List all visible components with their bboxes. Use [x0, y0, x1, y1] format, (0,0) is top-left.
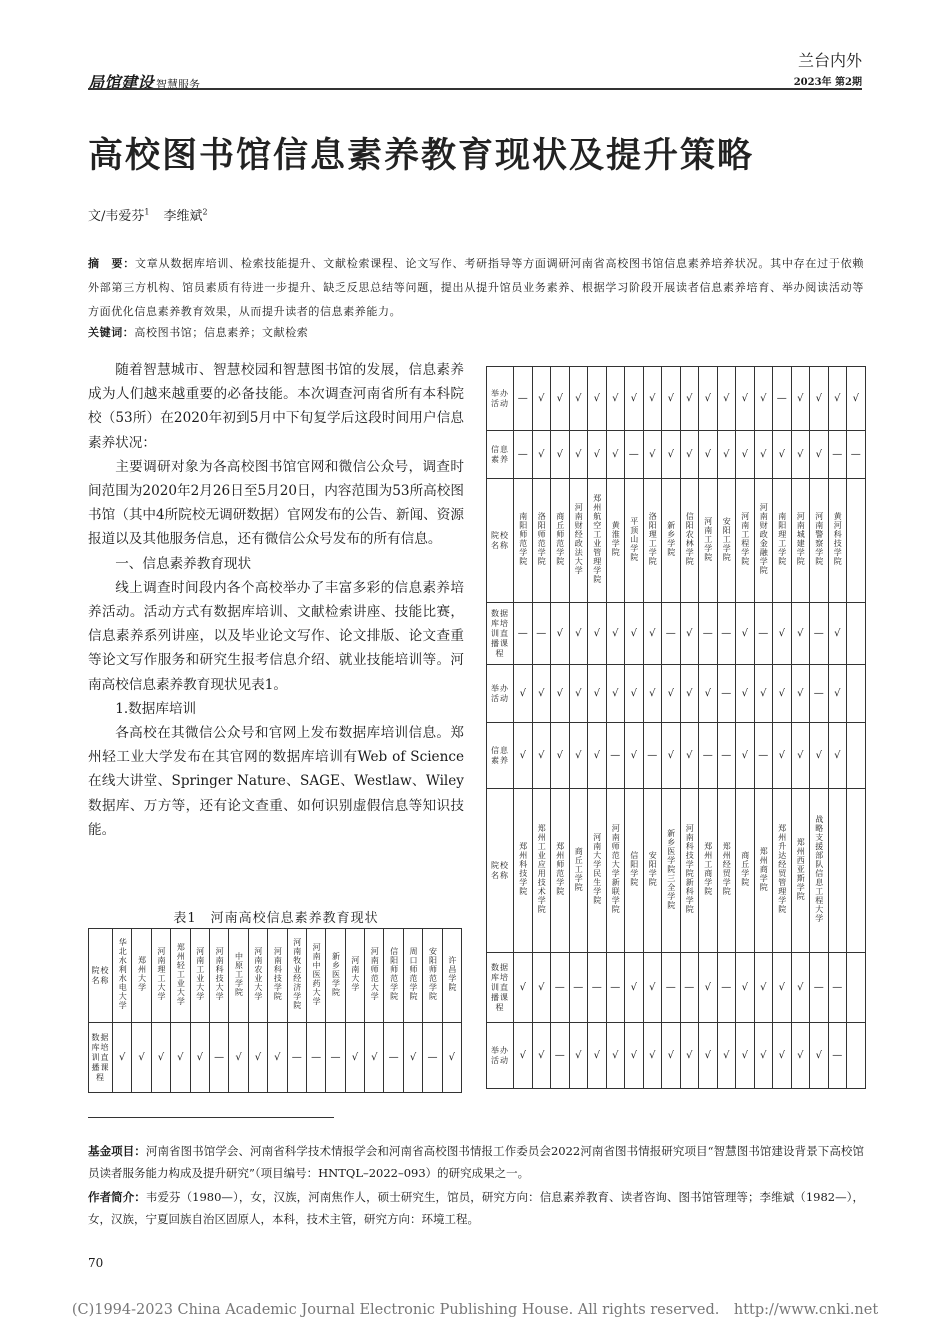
- mark-cell: √: [551, 603, 570, 665]
- school-name-cell: 新乡医学院: [326, 929, 345, 1023]
- mark-cell: √: [736, 953, 755, 1023]
- author-1: 韦爱芬: [105, 209, 145, 224]
- school-name-cell: 华北水利水电大学: [113, 929, 132, 1023]
- author-bio: [88, 1186, 864, 1230]
- mark-cell: √: [828, 367, 847, 431]
- mark-cell: √: [569, 1023, 588, 1089]
- mark-cell: √: [551, 665, 570, 723]
- mark-cell: √: [754, 1023, 773, 1089]
- mark-cell: √: [551, 723, 570, 789]
- school-name-cell: 信阳农林学院: [680, 479, 699, 603]
- school-name-cell: 河南财经政法大学: [569, 479, 588, 603]
- subsection-heading: 1.数据库培训: [115, 700, 197, 717]
- mark-cell: —: [828, 431, 847, 479]
- bio-label: 作者简介：: [88, 1190, 146, 1204]
- mark-cell: √: [699, 953, 718, 1023]
- school-name-cell: 信阳学院: [625, 789, 644, 953]
- mark-cell: √: [847, 367, 866, 431]
- school-name-cell: 郑州经贸学院: [717, 789, 736, 953]
- mark-cell: √: [828, 603, 847, 665]
- mark-cell: √: [680, 723, 699, 789]
- school-name-cell: 郑州师范学院: [551, 789, 570, 953]
- school-name-cell: 黄淮学院: [606, 479, 625, 603]
- mark-cell: √: [588, 723, 607, 789]
- row-label: 举办活动: [487, 665, 514, 723]
- funding-label: 基金项目：: [88, 1144, 146, 1158]
- table-part-right: [486, 366, 866, 1089]
- mark-cell: √: [403, 1023, 422, 1093]
- paragraph: 线上调查时间段内各个高校举办了丰富多彩的信息素养培养活动。活动方式有数据库培训、文献检索讲座、技能比赛，信息素养系列讲座，以及毕业论文写作、论文排版、论文查重等论文写作服务和研究生报考信息介绍、就业技能培训等。河南高校信息素养教育现状见表1。: [88, 579, 464, 693]
- article-title: 高校图书馆信息素养教育现状及提升策略: [88, 135, 755, 176]
- mark-cell: —: [754, 603, 773, 665]
- school-name-cell: 河南师范大学: [365, 929, 384, 1023]
- mark-cell: √: [828, 723, 847, 789]
- mark-cell: —: [384, 1023, 403, 1093]
- mark-cell: —: [514, 431, 533, 479]
- mark-cell: —: [326, 1023, 345, 1093]
- mark-cell: √: [736, 603, 755, 665]
- mark-cell: √: [365, 1023, 384, 1093]
- school-name-cell: 南阳师范学院: [514, 479, 533, 603]
- mark-cell: √: [828, 665, 847, 723]
- table-row: [487, 479, 866, 603]
- mark-cell: √: [643, 367, 662, 431]
- mark-cell: √: [606, 367, 625, 431]
- mark-cell: √: [662, 367, 681, 431]
- school-name-cell: 郑州升达经贸管理学院: [773, 789, 792, 953]
- brand-subtitle: 智慧服务: [156, 78, 201, 91]
- mark-cell: —: [717, 953, 736, 1023]
- mark-cell: —: [680, 953, 699, 1023]
- mark-cell: —: [569, 953, 588, 1023]
- mark-cell: √: [754, 431, 773, 479]
- mark-cell: √: [699, 431, 718, 479]
- mark-cell: √: [791, 1023, 810, 1089]
- mark-cell: √: [551, 431, 570, 479]
- abstract-label: 摘 要：: [88, 257, 136, 270]
- mark-cell: √: [345, 1023, 364, 1093]
- mark-cell: √: [736, 1023, 755, 1089]
- body-text: [88, 358, 464, 842]
- mark-cell: √: [699, 1023, 718, 1089]
- mark-cell: —: [810, 665, 829, 723]
- mark-cell: √: [736, 723, 755, 789]
- table-row: [487, 789, 866, 953]
- school-name-cell: 河南牧业经济学院: [287, 929, 306, 1023]
- mark-cell: —: [551, 1023, 570, 1089]
- mark-cell: √: [532, 953, 551, 1023]
- mark-cell: —: [773, 367, 792, 431]
- paragraph: 各高校在其微信公众号和官网上发布数据库培训信息。郑州轻工业大学发布在其官网的数据库培训有Web of Science 在线大讲堂、Springer Nature、SAGE、Westlaw、Wiley数据库、万方等，还有论文查重、如何识别虚假信息等知识技能。: [88, 725, 464, 838]
- mark-cell: √: [643, 1023, 662, 1089]
- row-label: 院校名称: [89, 929, 113, 1023]
- school-name-cell: 中原工学院: [229, 929, 248, 1023]
- school-name-cell: 黄河科技学院: [828, 479, 847, 603]
- school-name-cell: 商丘师范学院: [551, 479, 570, 603]
- mark-cell: √: [532, 1023, 551, 1089]
- row-label: 举办活动: [487, 1023, 514, 1089]
- issue-number: 2023年 第2期: [793, 77, 862, 88]
- mark-cell: √: [514, 1023, 533, 1089]
- author-2: 李维斌: [163, 209, 203, 224]
- mark-cell: √: [773, 953, 792, 1023]
- mark-cell: —: [514, 603, 533, 665]
- table-part-left: [88, 928, 462, 1093]
- mark-cell: —: [532, 603, 551, 665]
- mark-cell: √: [132, 1023, 151, 1093]
- row-label: 举办活动: [487, 367, 514, 431]
- author-2-affiliation: 2: [202, 207, 208, 217]
- mark-cell: √: [625, 1023, 644, 1089]
- mark-cell: √: [791, 665, 810, 723]
- paragraph: 随着智慧城市、智慧校园和智慧图书馆的发展，信息素养成为人们越来越重要的必备技能。本次调查河南省所有本科院校（53所）在2020年初到5月中下旬复学后这段时间用户信息素养状况：: [88, 362, 464, 451]
- mark-cell: √: [625, 603, 644, 665]
- row-label: 信息素养: [487, 723, 514, 789]
- mark-cell: —: [810, 953, 829, 1023]
- school-name-cell: 郑州商学院: [754, 789, 773, 953]
- mark-cell: —: [606, 723, 625, 789]
- school-name-cell: 郑州工商学院: [699, 789, 718, 953]
- mark-cell: √: [514, 953, 533, 1023]
- mark-cell: —: [514, 367, 533, 431]
- mark-cell: √: [514, 665, 533, 723]
- table-row: [487, 1023, 866, 1089]
- school-name-cell: 河南工学院: [699, 479, 718, 603]
- school-name-cell: 河南大学民生学院: [588, 789, 607, 953]
- mark-cell: √: [791, 367, 810, 431]
- author-line: [88, 205, 208, 224]
- mark-cell: [847, 665, 866, 723]
- school-name-cell: 信阳师范学院: [384, 929, 403, 1023]
- school-name-cell: [828, 789, 847, 953]
- school-name-cell: 河南科技大学: [209, 929, 228, 1023]
- school-name-cell: 洛阳师范学院: [532, 479, 551, 603]
- mark-cell: √: [606, 603, 625, 665]
- mark-cell: √: [680, 665, 699, 723]
- brand-title: 局馆建设: [88, 73, 155, 92]
- mark-cell: —: [717, 603, 736, 665]
- mark-cell: √: [569, 723, 588, 789]
- mark-cell: [847, 953, 866, 1023]
- keywords-label: 关键词：: [88, 326, 135, 339]
- magazine-name: 兰台内外: [797, 51, 862, 70]
- header-divider: [88, 88, 862, 90]
- mark-cell: √: [773, 431, 792, 479]
- mark-cell: √: [625, 367, 644, 431]
- funding-note: [88, 1140, 864, 1184]
- school-name-cell: 洛阳理工学院: [643, 479, 662, 603]
- copyright-notice: (C)1994-2023 China Academic Journal Electronic Publishing House. All rights reserved. http://www.cnki.net: [71, 1302, 879, 1318]
- footnote-divider: [88, 1117, 334, 1118]
- mark-cell: √: [810, 431, 829, 479]
- abstract: [88, 252, 864, 324]
- mark-cell: √: [588, 431, 607, 479]
- school-name-cell: 河南理工大学: [151, 929, 170, 1023]
- mark-cell: √: [551, 367, 570, 431]
- keywords: [88, 324, 308, 340]
- abstract-text: 文章从数据库培训、检索技能提升、文献检索课程、论文写作、考研指导等方面调研河南省高校图书馆信息素养培养状况。其中存在过于依赖外部第三方机构、馆员素质有待进一步提升、缺乏反思总结等问题，提出从提升馆员业务素养、根据学习阶段开展读者信息素养培育、举办阅读活动等方面优化信息素养教育效果，从而提升读者的信息素养能力。: [88, 257, 864, 318]
- mark-cell: √: [643, 431, 662, 479]
- mark-cell: —: [643, 723, 662, 789]
- row-label: 数据库培训直播课程: [487, 953, 514, 1023]
- mark-cell: √: [190, 1023, 209, 1093]
- mark-cell: —: [810, 603, 829, 665]
- mark-cell: √: [113, 1023, 132, 1093]
- row-label: 信息素养: [487, 431, 514, 479]
- school-name-cell: 郑州大学: [132, 929, 151, 1023]
- mark-cell: √: [171, 1023, 190, 1093]
- mark-cell: √: [773, 603, 792, 665]
- mark-cell: √: [810, 1023, 829, 1089]
- mark-cell: √: [736, 367, 755, 431]
- mark-cell: √: [606, 1023, 625, 1089]
- mark-cell: √: [717, 367, 736, 431]
- keywords-text: 高校图书馆；信息素养；文献检索: [134, 326, 309, 339]
- mark-cell: —: [287, 1023, 306, 1093]
- school-name-cell: 河南师范大学新联学院: [606, 789, 625, 953]
- mark-cell: √: [569, 665, 588, 723]
- school-name-cell: 周口师范学院: [403, 929, 422, 1023]
- mark-cell: √: [625, 953, 644, 1023]
- school-name-cell: [847, 789, 866, 953]
- mark-cell: √: [588, 665, 607, 723]
- mark-cell: √: [662, 665, 681, 723]
- school-name-cell: 新乡医学院三全学院: [662, 789, 681, 953]
- mark-cell: √: [643, 665, 662, 723]
- mark-cell: √: [588, 367, 607, 431]
- mark-cell: [847, 1023, 866, 1089]
- mark-cell: √: [569, 367, 588, 431]
- mark-cell: √: [625, 665, 644, 723]
- school-name-cell: 商丘工学院: [569, 789, 588, 953]
- school-name-cell: 郑州西亚斯学院: [791, 789, 810, 953]
- mark-cell: √: [717, 1023, 736, 1089]
- school-name-cell: 平顶山学院: [625, 479, 644, 603]
- mark-cell: √: [514, 723, 533, 789]
- mark-cell: —: [551, 953, 570, 1023]
- author-prefix: 文/: [88, 209, 106, 224]
- school-name-cell: 河南大学: [345, 929, 364, 1023]
- section-heading: 一、信息素养教育现状: [115, 555, 252, 572]
- mark-cell: —: [717, 665, 736, 723]
- mark-cell: √: [662, 431, 681, 479]
- school-name-cell: 郑州轻工业大学: [171, 929, 190, 1023]
- school-name-cell: 战略支援部队信息工程大学: [810, 789, 829, 953]
- mark-cell: √: [588, 603, 607, 665]
- school-name-cell: 河南工程学院: [736, 479, 755, 603]
- row-label: 院校名称: [487, 479, 514, 603]
- mark-cell: √: [229, 1023, 248, 1093]
- mark-cell: √: [662, 723, 681, 789]
- mark-cell: √: [680, 603, 699, 665]
- mark-cell: —: [588, 953, 607, 1023]
- school-name-cell: 河南科技学院新科学院: [680, 789, 699, 953]
- mark-cell: √: [532, 665, 551, 723]
- mark-cell: √: [754, 665, 773, 723]
- mark-cell: √: [736, 431, 755, 479]
- page-number: 70: [88, 1256, 104, 1270]
- school-name-cell: [847, 479, 866, 603]
- mark-cell: √: [643, 603, 662, 665]
- mark-cell: √: [717, 431, 736, 479]
- mark-cell: —: [662, 603, 681, 665]
- mark-cell: √: [248, 1023, 267, 1093]
- mark-cell: √: [791, 953, 810, 1023]
- paragraph: 主要调研对象为各高校图书馆官网和微信公众号，调查时间范围为2020年2月26日至5月20日，内容范围为53所高校图书馆（其中4所院校无调研数据）官网发布的公告、新闻、资源报道以及其他服务信息，还有微信公众号发布的所有信息。: [88, 458, 464, 548]
- school-name-cell: 安阳学院: [643, 789, 662, 953]
- table-row: [89, 929, 462, 1023]
- mark-cell: —: [699, 723, 718, 789]
- mark-cell: √: [754, 953, 773, 1023]
- table-row: [487, 953, 866, 1023]
- mark-cell: √: [606, 431, 625, 479]
- school-name-cell: 河南工业大学: [190, 929, 209, 1023]
- school-name-cell: 安阳工学院: [717, 479, 736, 603]
- school-name-cell: 河南农业大学: [248, 929, 267, 1023]
- school-name-cell: 新乡学院: [662, 479, 681, 603]
- table-row: [487, 367, 866, 431]
- mark-cell: √: [680, 367, 699, 431]
- mark-cell: √: [736, 665, 755, 723]
- mark-cell: —: [828, 953, 847, 1023]
- mark-cell: √: [754, 367, 773, 431]
- school-name-cell: 安阳师范学院: [423, 929, 442, 1023]
- mark-cell: [847, 603, 866, 665]
- mark-cell: √: [680, 1023, 699, 1089]
- mark-cell: —: [423, 1023, 442, 1093]
- school-name-cell: 商丘学院: [736, 789, 755, 953]
- mark-cell: —: [306, 1023, 325, 1093]
- mark-cell: √: [643, 953, 662, 1023]
- mark-cell: √: [791, 603, 810, 665]
- school-name-cell: 河南科技学院: [268, 929, 287, 1023]
- row-label: 院校名称: [487, 789, 514, 953]
- mark-cell: √: [791, 723, 810, 789]
- mark-cell: —: [625, 431, 644, 479]
- school-name-cell: 河南城建学院: [791, 479, 810, 603]
- mark-cell: √: [662, 1023, 681, 1089]
- table-row: [487, 723, 866, 789]
- school-name-cell: 河南中医药大学: [306, 929, 325, 1023]
- mark-cell: √: [569, 431, 588, 479]
- school-name-cell: 许昌学院: [442, 929, 461, 1023]
- row-label: 数据库培训直播课程: [487, 603, 514, 665]
- table-row: [487, 431, 866, 479]
- table-row: [487, 665, 866, 723]
- mark-cell: √: [606, 665, 625, 723]
- mark-cell: √: [810, 723, 829, 789]
- bio-text: 韦爱芬（1980—），女，汉族，河南焦作人，硕士研究生，馆员，研究方向：信息素养教育、读者咨询、图书馆管理等；李维斌（1982—），女，汉族，宁夏回族自治区固原人，本科，技术主管，研究方向：环境工程。: [88, 1190, 865, 1226]
- mark-cell: —: [717, 723, 736, 789]
- mark-cell: √: [699, 665, 718, 723]
- school-name-cell: 河南警察学院: [810, 479, 829, 603]
- mark-cell: √: [773, 1023, 792, 1089]
- row-label: 数据库培训直播课程: [89, 1023, 113, 1093]
- mark-cell: √: [699, 367, 718, 431]
- mark-cell: —: [209, 1023, 228, 1093]
- mark-cell: —: [847, 431, 866, 479]
- mark-cell: √: [773, 723, 792, 789]
- mark-cell: —: [606, 953, 625, 1023]
- mark-cell: √: [532, 723, 551, 789]
- mark-cell: —: [828, 1023, 847, 1089]
- mark-cell: √: [532, 367, 551, 431]
- mark-cell: —: [699, 603, 718, 665]
- table-row: [487, 603, 866, 665]
- author-1-affiliation: 1: [144, 207, 150, 217]
- table-caption: 表1 河南高校信息素养教育现状: [173, 911, 379, 926]
- school-name-cell: 河南财政金融学院: [754, 479, 773, 603]
- mark-cell: √: [151, 1023, 170, 1093]
- school-name-cell: 南阳理工学院: [773, 479, 792, 603]
- mark-cell: —: [754, 723, 773, 789]
- table-row: [89, 1023, 462, 1093]
- mark-cell: —: [662, 953, 681, 1023]
- school-name-cell: 郑州科技学院: [514, 789, 533, 953]
- funding-text: 河南省图书馆学会、河南省科学技术情报学会和河南省高校图书情报工作委员会2022河南省图书情报研究项目“智慧图书馆建设背景下高校馆员读者服务能力构成及提升研究”（项目编号：HNTQL–2022–093）的研究成果之一。: [88, 1144, 864, 1180]
- mark-cell: √: [773, 665, 792, 723]
- mark-cell: √: [569, 603, 588, 665]
- mark-cell: √: [442, 1023, 461, 1093]
- mark-cell: √: [268, 1023, 287, 1093]
- mark-cell: √: [588, 1023, 607, 1089]
- mark-cell: √: [625, 723, 644, 789]
- mark-cell: √: [810, 367, 829, 431]
- mark-cell: √: [680, 431, 699, 479]
- mark-cell: √: [532, 431, 551, 479]
- school-name-cell: 郑州航空工业管理学院: [588, 479, 607, 603]
- mark-cell: √: [791, 431, 810, 479]
- mark-cell: [847, 723, 866, 789]
- school-name-cell: 郑州工业应用技术学院: [532, 789, 551, 953]
